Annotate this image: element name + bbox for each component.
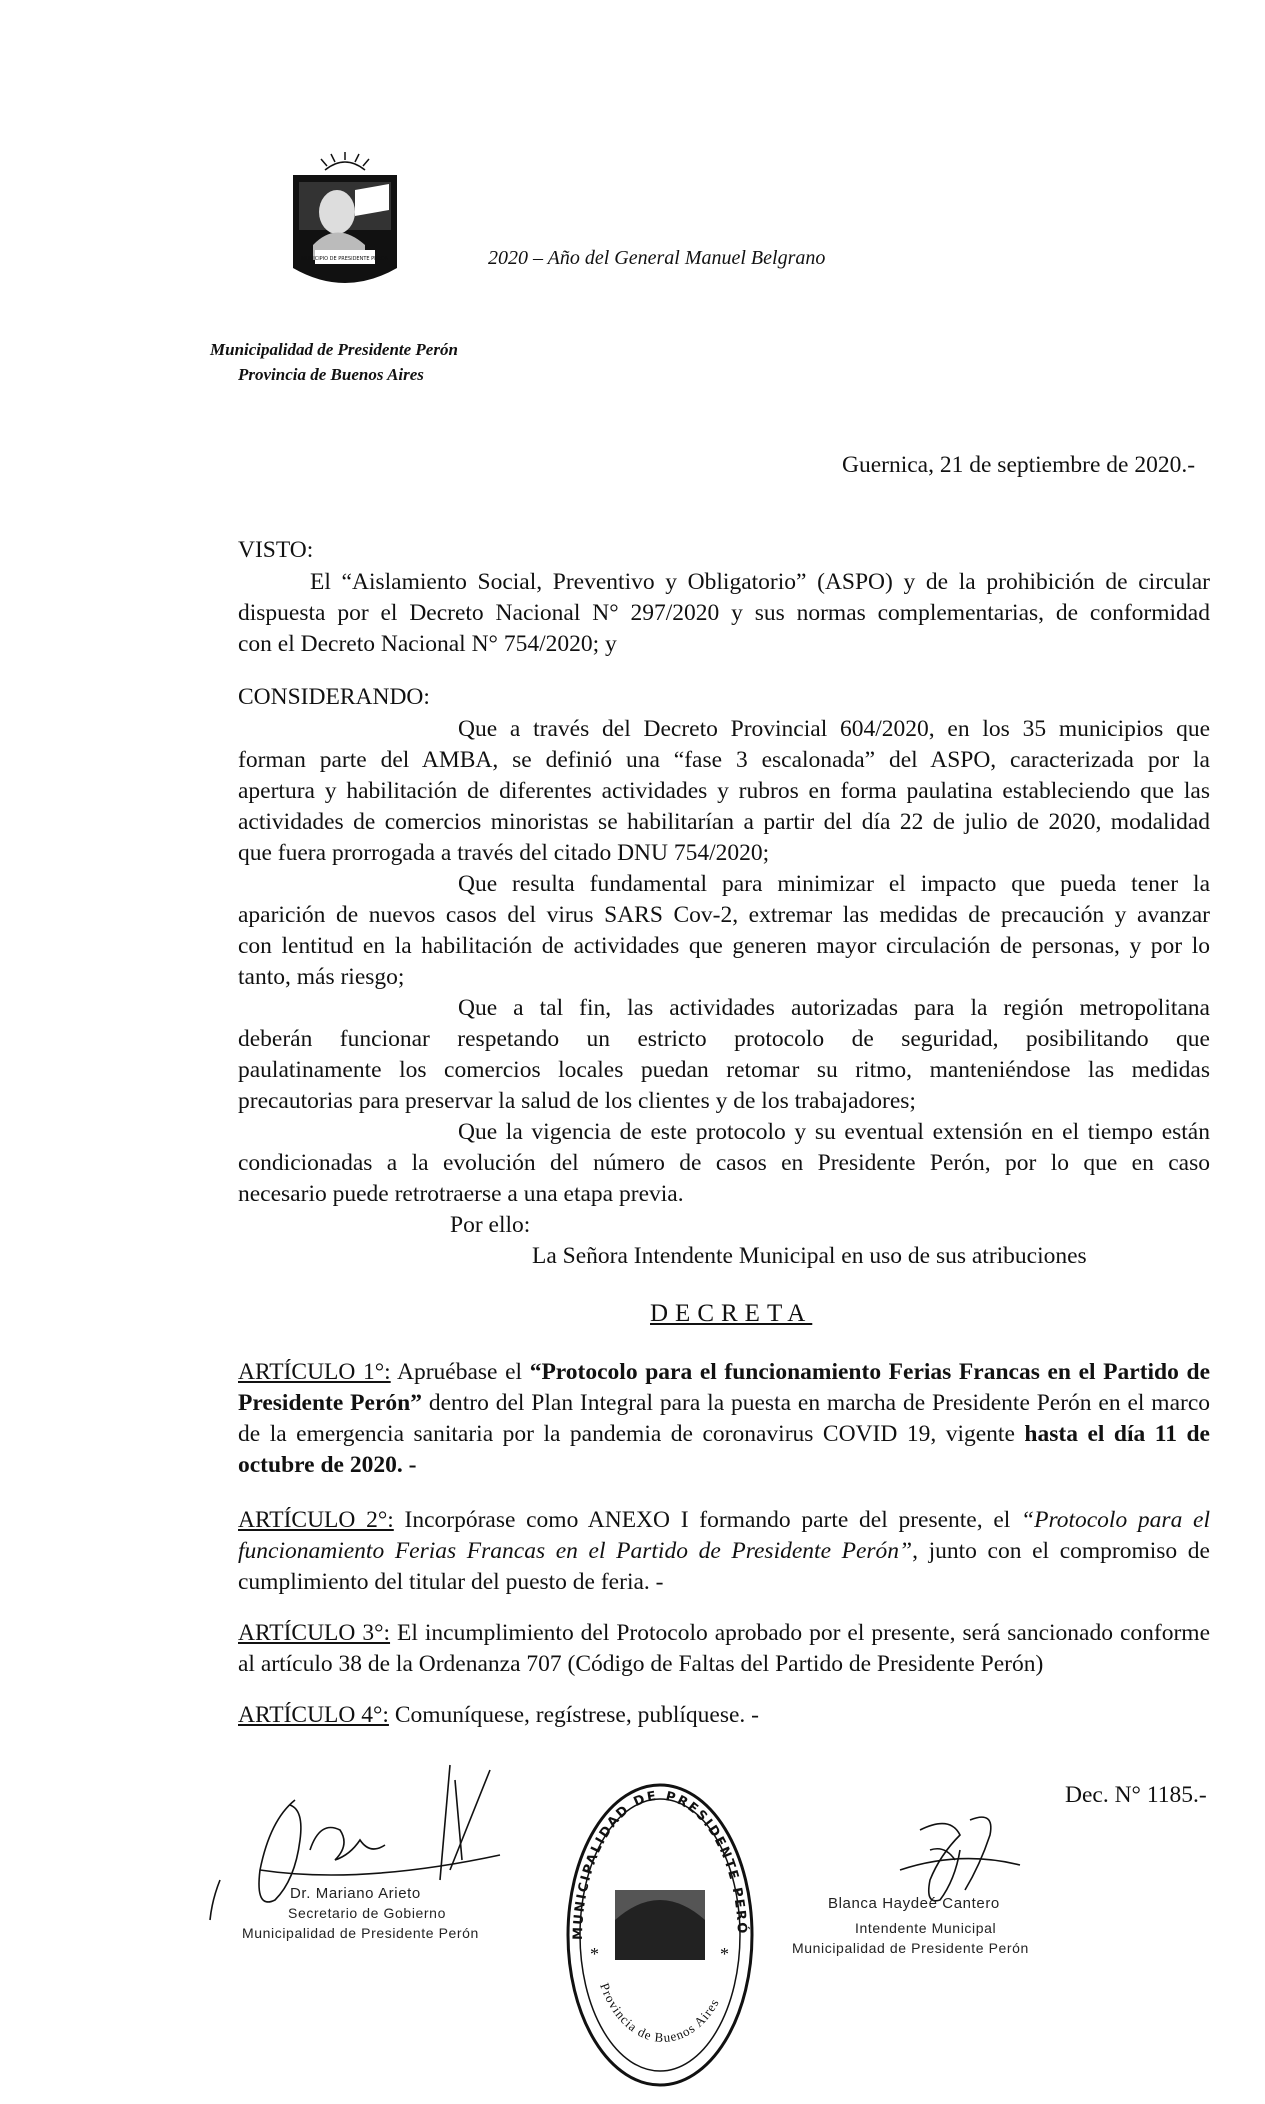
signature-right-name: Blanca Haydeé Cantero bbox=[828, 1895, 1000, 1912]
considerando-line: paulatinamente los comercios locales puedan retomar su ritmo, manteniéndose las medidas bbox=[238, 1057, 1210, 1083]
article-2: ARTÍCULO 2°: Incorpórase como ANEXO I formando parte del presente, el “Protocolo para el funcionamiento Ferias Francas en el Partido de Presidente Perón”, junto con el compromiso de cumplimiento del titular del puesto de feria. - bbox=[238, 1507, 1210, 1595]
considerando-line: deberán funcionar respetando un estricto protocolo de seguridad, posibilitando que bbox=[238, 1026, 1210, 1052]
considerando-line: Que a tal fin, las actividades autorizadas para la región metropolitana bbox=[458, 995, 1210, 1021]
article-3: ARTÍCULO 3°: El incumplimiento del Protocolo aprobado por el presente, será sancionado conforme al artículo 38 de la Ordenanza 707 (Código de Faltas del Partido de Presidente Perón) bbox=[238, 1620, 1210, 1677]
considerando-line: Por ello: bbox=[450, 1212, 531, 1238]
article-label: ARTÍCULO 3°: bbox=[238, 1620, 391, 1646]
visto-line: El “Aislamiento Social, Preventivo y Obligatorio” (ASPO) y de la prohibición de circular bbox=[310, 569, 1210, 595]
article-4: ARTÍCULO 4°: Comuníquese, regístrese, publíquese. - bbox=[238, 1702, 759, 1728]
considerando-line: Que la vigencia de este protocolo y su eventual extensión en el tiempo están bbox=[458, 1119, 1210, 1145]
considerando-line: apertura y habilitación de diferentes actividades y rubros en forma paulatina estableciendo que las bbox=[238, 778, 1210, 804]
province-name: Provincia de Buenos Aires bbox=[238, 365, 424, 384]
place-date: Guernica, 21 de septiembre de 2020.- bbox=[842, 452, 1196, 478]
signature-left-name: Dr. Mariano Arieto bbox=[290, 1885, 421, 1902]
seal-top-text: MUNICIPALIDAD DE PRESIDENTE PERÓ bbox=[570, 1788, 750, 1941]
article-label: ARTÍCULO 4°: bbox=[238, 1702, 389, 1728]
considerando-line: aparición de nuevos casos del virus SARS Cov-2, extremar las medidas de precaución y avanzar bbox=[238, 902, 1210, 928]
considerando-line: necesario puede retrotraerse a una etapa previa. bbox=[238, 1181, 684, 1207]
signature-right-office: Municipalidad de Presidente Perón bbox=[792, 1940, 1029, 1956]
svg-text:*: * bbox=[720, 1944, 729, 1964]
signature-right-title: Intendente Municipal bbox=[855, 1920, 997, 1936]
visto-line: dispuesta por el Decreto Nacional N° 297/2020 y sus normas complementarias, de conformidad bbox=[238, 600, 1210, 626]
considerando-line: La Señora Intendente Municipal en uso de sus atribuciones bbox=[532, 1243, 1087, 1269]
article-1: ARTÍCULO 1°: Apruébase el “Protocolo para el funcionamiento Ferias Francas en el Partido de Presidente Perón” dentro del Plan Integral para la puesta en marcha de Presidente Perón en el marco de la emergencia sanitaria por la pandemia de coronavirus COVID 19, vigente hasta el día 11 de octubre de 2020. - bbox=[238, 1359, 1211, 1478]
decree-number: Dec. N° 1185.- bbox=[1065, 1782, 1207, 1808]
article-label: ARTÍCULO 1°: bbox=[238, 1359, 391, 1385]
svg-text:Provincia de Buenos Aires bbox=[597, 1981, 722, 2045]
seal-bottom-text: Provincia de Buenos Aires bbox=[597, 1980, 723, 2046]
considerando-line: tanto, más riesgo; bbox=[238, 964, 405, 990]
visto-heading: VISTO: bbox=[238, 537, 314, 563]
visto-line: con el Decreto Nacional N° 754/2020; y bbox=[238, 631, 617, 657]
considerando-line: Que resulta fundamental para minimizar el impacto que pueda tener la bbox=[458, 871, 1210, 897]
svg-text:*: * bbox=[590, 1944, 599, 1964]
official-seal bbox=[560, 1770, 760, 2090]
considerando-line: con lentitud en la habilitación de actividades que generen mayor circulación de personas, y por lo bbox=[238, 933, 1210, 959]
year-motto: 2020 – Año del General Manuel Belgrano bbox=[488, 247, 826, 269]
signature-left-office: Municipalidad de Presidente Perón bbox=[242, 1925, 479, 1941]
considerando-line: forman parte del AMBA, se definió una “fase 3 escalonada” del ASPO, caracterizada por la bbox=[238, 747, 1210, 773]
considerando-line: Que a través del Decreto Provincial 604/2020, en los 35 municipios que bbox=[458, 716, 1210, 742]
municipal-logo bbox=[285, 150, 405, 300]
signature-left-title: Secretario de Gobierno bbox=[288, 1905, 446, 1921]
considerando-line: actividades de comercios minoristas se habilitarían a partir del día 22 de julio de 2020, modalidad bbox=[238, 809, 1210, 835]
municipality-name: Municipalidad de Presidente Perón bbox=[210, 340, 458, 359]
article-label: ARTÍCULO 2°: bbox=[238, 1507, 394, 1533]
considerando-heading: CONSIDERANDO: bbox=[238, 684, 430, 710]
considerando-line: que fuera prorrogada a través del citado DNU 754/2020; bbox=[238, 840, 770, 866]
logo-text: MUNICIPIO DE PRESIDENTE PERON bbox=[301, 256, 389, 262]
considerando-line: precautorias para preservar la salud de los clientes y de los trabajadores; bbox=[238, 1088, 916, 1114]
considerando-line: condicionadas a la evolución del número de casos en Presidente Perón, por lo que en caso bbox=[238, 1150, 1210, 1176]
decreta-heading: DECRETA bbox=[650, 1300, 813, 1327]
